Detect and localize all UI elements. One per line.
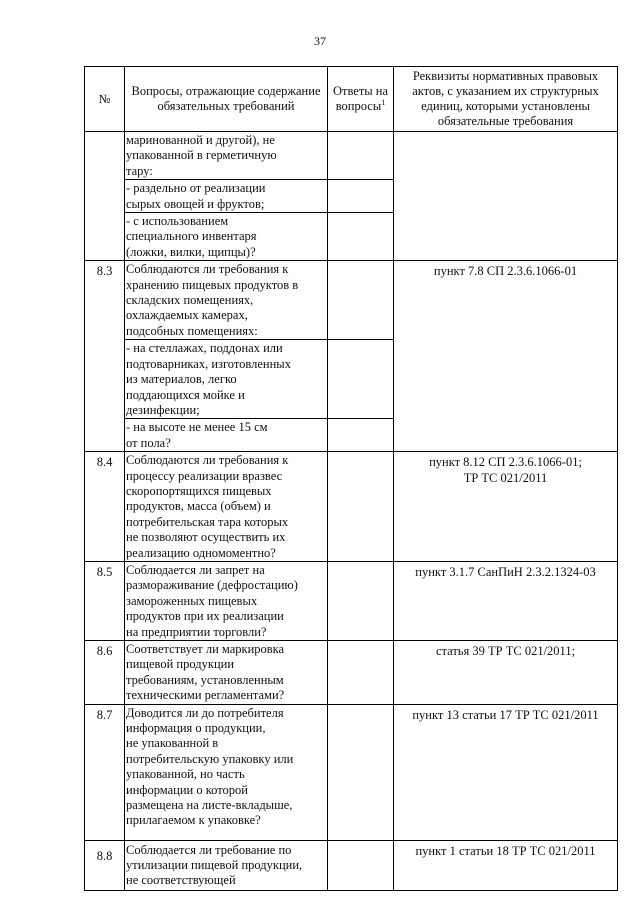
text-line: Соблюдаются ли требования к (126, 262, 289, 277)
header-questions: Вопросы, отражающие содержание обязательных требований (125, 67, 328, 132)
table-header-row (85, 67, 618, 132)
num-cell: 8.6 (85, 641, 125, 705)
ref-cell: пункт 7.8 СП 2.3.6.1066-01 (394, 261, 618, 452)
header-answers-text: Ответы на вопросы (332, 84, 389, 113)
text-line: подтоварниках, изготовленных (126, 356, 291, 371)
text-line: процессу реализации вразвес (126, 468, 283, 483)
ref-cell: пункт 13 статьи 17 ТР ТС 021/2011 (394, 704, 618, 840)
text-line: специального инвентаря (126, 229, 257, 244)
text-line: складских помещениях, (126, 293, 254, 308)
ref-cell (394, 132, 618, 261)
text-line: поддающихся мойке и (126, 387, 245, 402)
text-line: замороженных пищевых (126, 593, 258, 608)
text-line: - раздельно от реализации (126, 181, 266, 196)
text-line: пищевой продукции (126, 657, 235, 672)
question-cell (125, 261, 328, 340)
text-line: Соответствует ли маркировка (126, 642, 285, 656)
question-cell (125, 452, 328, 562)
answer-cell[interactable] (328, 180, 394, 213)
text-line: не соответствующей (126, 873, 236, 888)
text-line: охлаждаемых камерах, (126, 308, 248, 323)
text-line: скоропортящихся пищевых (126, 483, 272, 498)
text-line: - на стеллажах, поддонах или (126, 341, 283, 356)
requirements-table (84, 66, 618, 891)
text-line: - с использованием (126, 214, 229, 229)
header-answers-footnote: 1 (381, 97, 386, 107)
table-row (85, 261, 618, 340)
text-line: не позволяют осуществить их (126, 530, 286, 545)
table-row (85, 641, 618, 705)
text-line: реализацию одномоментно? (126, 545, 276, 560)
question-cell (125, 180, 328, 213)
question-cell (125, 561, 328, 640)
answer-cell[interactable] (328, 452, 394, 562)
text-line: Соблюдается ли запрет на (126, 562, 265, 577)
answer-cell[interactable] (328, 213, 394, 261)
question-cell (125, 641, 328, 705)
ref-cell: статья 39 ТР ТС 021/2011; (394, 641, 618, 705)
text-line: дезинфекции; (126, 402, 200, 417)
table-row (85, 561, 618, 640)
answer-cell[interactable] (328, 261, 394, 340)
text-line: техническими регламентами? (126, 688, 285, 703)
page-number: 37 (314, 34, 326, 48)
answer-cell[interactable] (328, 704, 394, 840)
text-line: от пола? (126, 435, 171, 450)
question-cell (125, 340, 328, 419)
text-line: прилагаемом к упаковке? (126, 813, 261, 828)
text-line: упакованной, но часть (126, 767, 245, 782)
question-cell (125, 704, 328, 840)
question-cell (125, 419, 328, 452)
text-line: продуктов, масса (объем) и (126, 499, 271, 514)
table-row (85, 704, 618, 840)
num-cell: 8.4 (85, 452, 125, 562)
text-line: - на высоте не менее 15 см (126, 420, 268, 435)
table-row (85, 840, 618, 890)
ref-cell (394, 452, 618, 562)
text-line: маринованной и другой), не (126, 133, 275, 147)
text-line: не упакованной в (126, 736, 219, 751)
text-line: потребительская тара которых (126, 514, 289, 529)
text-line: на предприятии торговли? (126, 624, 267, 639)
text-line: утилизации пищевой продукции, (126, 858, 303, 873)
text-line: подсобных помещениях: (126, 323, 258, 338)
text-line: (ложки, вилки, щипцы)? (126, 244, 256, 259)
text-line: информация о продукции, (126, 721, 266, 736)
answer-cell[interactable] (328, 340, 394, 419)
ref-cell: пункт 1 статьи 18 ТР ТС 021/2011 (394, 840, 618, 890)
text-line: Соблюдаются ли требования к (126, 453, 289, 468)
ref-cell: пункт 3.1.7 СанПиН 2.3.2.1324-03 (394, 561, 618, 640)
question-cell (125, 213, 328, 261)
text-line: упакованной в герметичную (126, 148, 277, 163)
text-line: размещена на листе-вкладыше, (126, 798, 293, 813)
text-line: пункт 8.12 СП 2.3.6.1066-01; (429, 455, 582, 470)
question-cell (125, 132, 328, 180)
text-line: информации о которой (126, 782, 248, 797)
table-row (85, 452, 618, 562)
text-line: сырых овощей и фруктов; (126, 196, 265, 211)
num-cell (85, 132, 125, 261)
question-cell (125, 840, 328, 890)
header-num: № (85, 67, 125, 132)
text-line: из материалов, легко (126, 372, 237, 387)
text-line: потребительскую упаковку или (126, 751, 294, 766)
text-line: продуктов при их реализации (126, 609, 284, 624)
num-cell: 8.8 (85, 840, 125, 890)
answer-cell[interactable] (328, 641, 394, 705)
answer-cell[interactable] (328, 419, 394, 452)
answer-cell[interactable] (328, 840, 394, 890)
answer-cell[interactable] (328, 561, 394, 640)
answer-cell[interactable] (328, 132, 394, 180)
text-line: хранению пищевых продуктов в (126, 277, 299, 292)
text-line: тару: (126, 163, 153, 178)
text-line: Доводится ли до потребителя (126, 705, 284, 720)
num-cell: 8.5 (85, 561, 125, 640)
text-line: размораживание (дефростацию) (126, 578, 298, 593)
text-line: Соблюдается ли требование по (126, 842, 292, 857)
num-cell: 8.7 (85, 704, 125, 840)
text-line: требованиям, установленным (126, 672, 284, 687)
header-answers (328, 67, 394, 132)
num-cell: 8.3 (85, 261, 125, 452)
header-references: Реквизиты нормативных правовых актов, с указанием их структурных единиц, которыми установлены обязательные требования (394, 67, 618, 132)
text-line: ТР ТС 021/2011 (463, 470, 548, 485)
table-row (85, 132, 618, 180)
